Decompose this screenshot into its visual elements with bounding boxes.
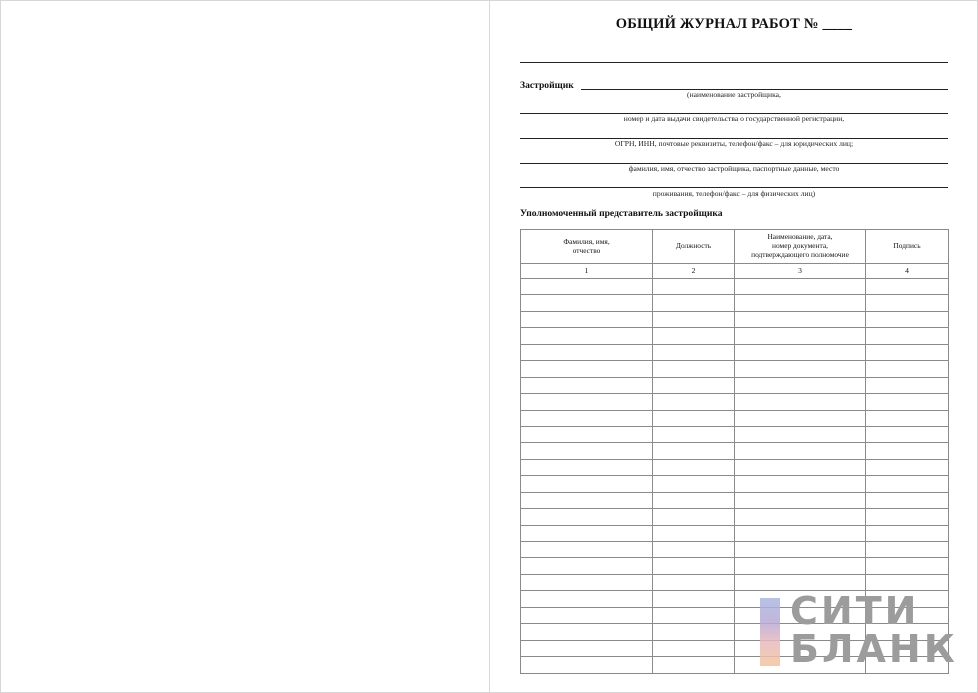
caption-legal-entity: ОГРН, ИНН, почтовые реквизиты, телефон/факс – для юридических лиц; xyxy=(614,139,854,148)
table-cell[interactable] xyxy=(521,361,653,377)
table-cell[interactable] xyxy=(866,295,949,311)
column-number: 2 xyxy=(653,264,735,279)
table-cell[interactable] xyxy=(653,459,735,475)
table-cell[interactable] xyxy=(866,459,949,475)
table-cell[interactable] xyxy=(735,476,866,492)
table-number-row xyxy=(521,264,949,279)
table-row xyxy=(521,361,949,377)
table-cell[interactable] xyxy=(521,410,653,426)
table-cell[interactable] xyxy=(521,328,653,344)
table-cell[interactable] xyxy=(866,328,949,344)
caption-registration: номер и дата выдачи свидетельства о государственной регистрации, xyxy=(623,114,845,123)
table-row xyxy=(521,558,949,574)
header-document: Наименование, дата, номер документа, подтверждающего полномочие xyxy=(735,230,866,264)
table-cell[interactable] xyxy=(521,591,653,607)
watermark-logo xyxy=(760,589,960,671)
logo-gradient-bar xyxy=(760,598,780,666)
table-cell[interactable] xyxy=(653,476,735,492)
title-underline xyxy=(520,62,948,63)
table-cell[interactable] xyxy=(866,344,949,360)
table-cell[interactable] xyxy=(521,657,653,673)
table-cell[interactable] xyxy=(866,279,949,295)
table-cell[interactable] xyxy=(653,426,735,442)
table-cell[interactable] xyxy=(866,361,949,377)
table-cell[interactable] xyxy=(735,525,866,541)
table-cell[interactable] xyxy=(735,377,866,393)
table-cell[interactable] xyxy=(653,525,735,541)
table-cell[interactable] xyxy=(653,328,735,344)
column-number: 3 xyxy=(735,264,866,279)
table-cell[interactable] xyxy=(653,443,735,459)
table-cell[interactable] xyxy=(653,361,735,377)
header-full-name: Фамилия, имя, отчество xyxy=(521,230,653,264)
table-row xyxy=(521,344,949,360)
table-row xyxy=(521,311,949,327)
table-cell[interactable] xyxy=(735,279,866,295)
table-cell[interactable] xyxy=(866,410,949,426)
table-row xyxy=(521,410,949,426)
table-cell[interactable] xyxy=(521,558,653,574)
table-cell[interactable] xyxy=(653,279,735,295)
table-cell[interactable] xyxy=(735,295,866,311)
table-cell[interactable] xyxy=(653,542,735,558)
table-cell[interactable] xyxy=(653,377,735,393)
table-cell[interactable] xyxy=(653,607,735,623)
caption-residence: проживания, телефон/факс – для физических лиц) xyxy=(652,189,816,198)
developer-label: Застройщик xyxy=(520,80,574,91)
table-cell[interactable] xyxy=(866,443,949,459)
table-row xyxy=(521,443,949,459)
table-cell[interactable] xyxy=(521,394,653,410)
table-cell[interactable] xyxy=(866,394,949,410)
table-row xyxy=(521,476,949,492)
table-row xyxy=(521,459,949,475)
table-cell[interactable] xyxy=(521,476,653,492)
table-cell[interactable] xyxy=(866,542,949,558)
logo-text-line2: БЛАНК xyxy=(790,627,958,671)
fill-line-5 xyxy=(520,187,948,188)
table-cell[interactable] xyxy=(653,624,735,640)
table-cell[interactable] xyxy=(521,640,653,656)
table-row xyxy=(521,328,949,344)
table-row xyxy=(521,492,949,508)
table-cell[interactable] xyxy=(521,542,653,558)
column-number: 4 xyxy=(866,264,949,279)
table-cell[interactable] xyxy=(653,640,735,656)
table-cell[interactable] xyxy=(735,542,866,558)
table-cell[interactable] xyxy=(866,558,949,574)
table-cell[interactable] xyxy=(866,311,949,327)
table-cell[interactable] xyxy=(521,525,653,541)
table-cell[interactable] xyxy=(735,459,866,475)
table-cell[interactable] xyxy=(735,410,866,426)
table-row xyxy=(521,394,949,410)
table-cell[interactable] xyxy=(521,492,653,508)
table-cell[interactable] xyxy=(521,344,653,360)
table-cell[interactable] xyxy=(653,344,735,360)
table-cell[interactable] xyxy=(653,295,735,311)
table-cell[interactable] xyxy=(866,509,949,525)
table-cell[interactable] xyxy=(866,492,949,508)
table-cell[interactable] xyxy=(653,410,735,426)
table-cell[interactable] xyxy=(653,558,735,574)
section-title: Уполномоченный представитель застройщика xyxy=(520,208,723,219)
table-row xyxy=(521,377,949,393)
table-row xyxy=(521,426,949,442)
caption-individual: фамилия, имя, отчество застройщика, паспортные данные, место xyxy=(628,164,840,173)
table-row xyxy=(521,525,949,541)
table-cell[interactable] xyxy=(866,525,949,541)
table-cell[interactable] xyxy=(866,426,949,442)
table-cell[interactable] xyxy=(653,657,735,673)
table-cell[interactable] xyxy=(653,574,735,590)
table-row xyxy=(521,295,949,311)
table-row xyxy=(521,542,949,558)
table-cell[interactable] xyxy=(735,344,866,360)
column-number: 1 xyxy=(521,264,653,279)
table-header-row xyxy=(521,230,949,264)
table-cell[interactable] xyxy=(735,443,866,459)
table-cell[interactable] xyxy=(735,509,866,525)
table-cell[interactable] xyxy=(521,311,653,327)
header-position: Должность xyxy=(653,230,735,264)
table-cell[interactable] xyxy=(521,624,653,640)
table-cell[interactable] xyxy=(521,607,653,623)
logo-text-line1: СИТИ xyxy=(790,589,920,633)
table-row xyxy=(521,279,949,295)
table-cell[interactable] xyxy=(653,509,735,525)
table-cell[interactable] xyxy=(521,377,653,393)
table-cell[interactable] xyxy=(521,459,653,475)
table-cell[interactable] xyxy=(521,426,653,442)
table-cell[interactable] xyxy=(866,476,949,492)
table-cell[interactable] xyxy=(521,443,653,459)
table-cell[interactable] xyxy=(735,492,866,508)
table-cell[interactable] xyxy=(521,295,653,311)
table-cell[interactable] xyxy=(735,558,866,574)
table-cell[interactable] xyxy=(521,509,653,525)
table-cell[interactable] xyxy=(521,279,653,295)
table-cell[interactable] xyxy=(735,394,866,410)
table-cell[interactable] xyxy=(653,394,735,410)
table-cell[interactable] xyxy=(735,311,866,327)
table-cell[interactable] xyxy=(653,311,735,327)
table-cell[interactable] xyxy=(735,426,866,442)
table-cell[interactable] xyxy=(735,328,866,344)
header-signature: Подпись xyxy=(866,230,949,264)
page-title: ОБЩИЙ ЖУРНАЛ РАБОТ № ____ xyxy=(615,16,853,32)
table-cell[interactable] xyxy=(866,377,949,393)
table-cell[interactable] xyxy=(653,591,735,607)
caption-developer-name: (наименование застройщика, xyxy=(687,90,781,99)
table-cell[interactable] xyxy=(735,361,866,377)
table-cell[interactable] xyxy=(521,574,653,590)
table-cell[interactable] xyxy=(653,492,735,508)
table-row xyxy=(521,509,949,525)
